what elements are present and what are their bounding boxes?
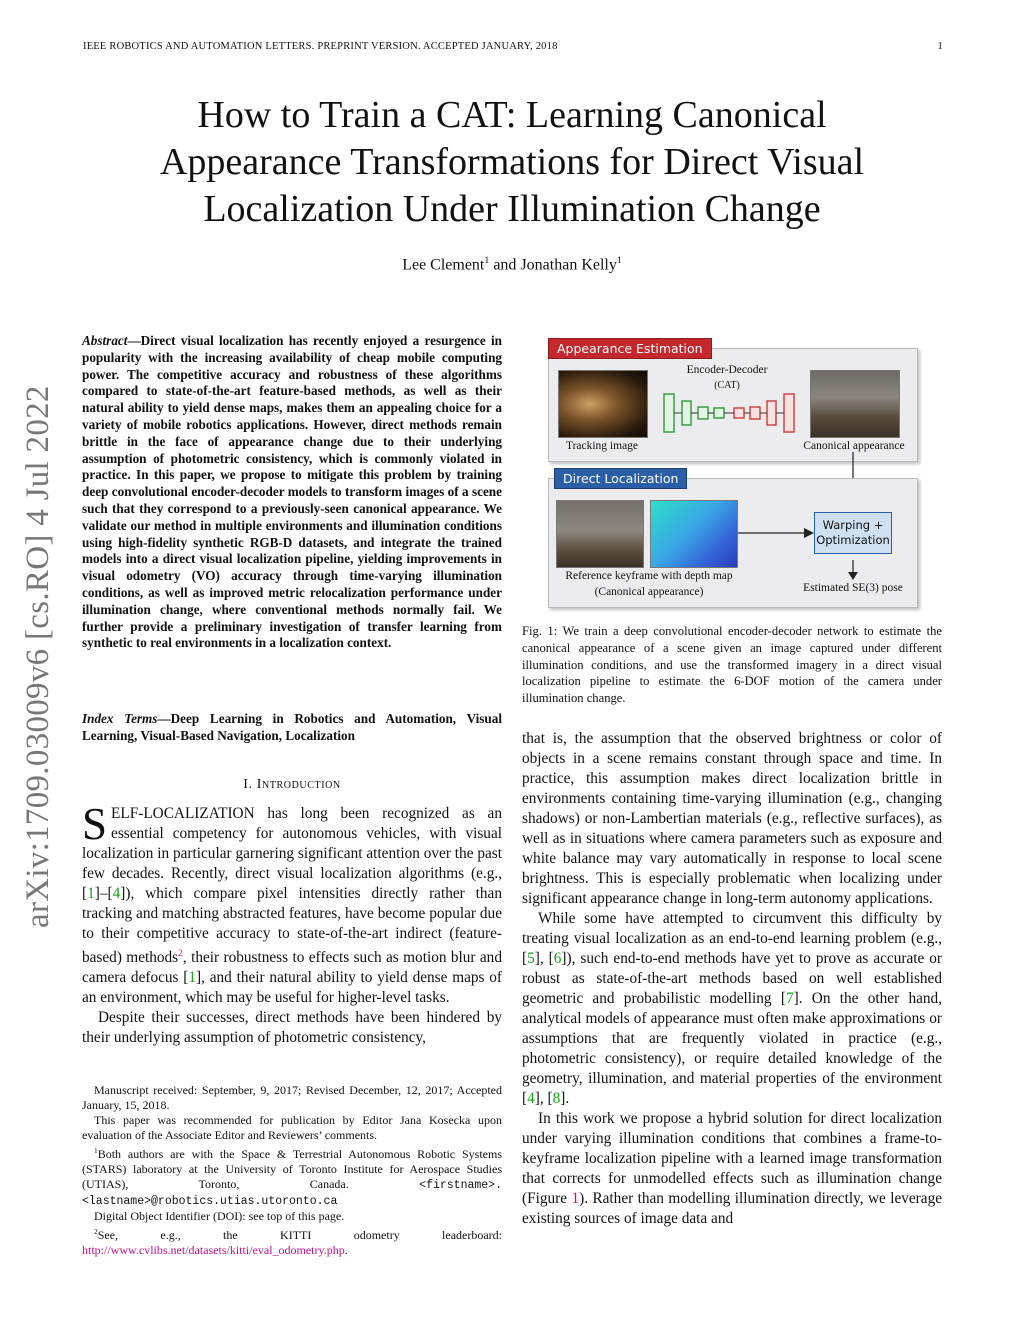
- warping-optimization-box: [814, 512, 892, 554]
- decoder-layer: [750, 407, 760, 419]
- journal-name: IEEE ROBOTICS AND AUTOMATION LETTERS. PREPRINT VERSION. ACCEPTED JANUARY, 2018: [83, 41, 558, 52]
- estimated-pose-label: Estimated SE(3) pose: [803, 582, 903, 594]
- text-run: ]–[: [94, 885, 113, 902]
- index-terms-label: Index Terms: [82, 711, 158, 726]
- encoder-layer: [664, 394, 674, 432]
- text-run: , their robustness to effects such as motion blur and camera defocus [: [82, 949, 502, 987]
- pose-arrow: [847, 560, 859, 580]
- warping-label: Warping +: [822, 518, 884, 532]
- paragraph: that is, the assumption that the observed brightness or color of objects in a scene remains constant through space and time. In practice, this assumption makes direct localization brittle in environments containing time-varying illumination (e.g., changing shadows) or non-Lambertian materials (e.g., reflective surfaces), as well as in situations where camera parameters such as exposure and white balance may vary automatically in response to local scene brightness. This is especially problematic when localizing under significant appearance change in long-term autonomy applications.: [522, 730, 942, 907]
- footnote-link[interactable]: 2: [178, 949, 183, 959]
- affiliation-marker: 1: [484, 255, 490, 266]
- tracking-image-label: Tracking image: [565, 440, 639, 452]
- footnote: Manuscript received: September, 9, 2017; Revised December, 12, 2017; Accepted January, 15, 2018.: [82, 1083, 502, 1112]
- paragraph: [522, 909, 942, 1109]
- citation-link[interactable]: 6: [553, 950, 562, 967]
- text-run: ELF-LOCALIZATION has long been recognized as an essential competency for autonomous vehicles, with visual localization in particular garnering significant attention over the past few decades. Recently, direct visual localization algorithms (e.g., [: [82, 805, 502, 902]
- footnote-text: Both authors are with the Space & Terrestrial Autonomous Robotic Systems (STARS) laboratory at the University of Toronto Institute for Aerospace Studies (UTIAS), Toronto, Canada.: [82, 1147, 502, 1191]
- footnote: This paper was recommended for publication by Editor Jana Kosecka upon evaluation of the Associate Editor and Reviewers’ comments.: [82, 1113, 502, 1142]
- footnote-marker: 2: [94, 1227, 98, 1236]
- index-terms: [82, 711, 502, 745]
- drop-cap: S: [82, 799, 108, 849]
- footnote: Digital Object Identifier (DOI): see top of this page.: [94, 1209, 345, 1223]
- canonical-appearance-label: Canonical appearance: [803, 440, 905, 452]
- section-number: I.: [243, 777, 253, 792]
- text-run: ], [: [534, 1090, 553, 1107]
- text-run: ], and their natural ability to yield dense maps of an environment, which may be useful for higher-level tasks.: [82, 969, 503, 1007]
- encoder-decoder-label: Encoder-Decoder: [686, 364, 768, 376]
- encoder-layer: [714, 408, 724, 418]
- page-number: 1: [937, 41, 943, 52]
- reference-keyframe-image: [556, 500, 644, 568]
- figure-1: [540, 334, 930, 614]
- decoder-layer: [767, 401, 776, 425]
- encoder-decoder-diagram: [662, 392, 798, 434]
- appearance-estimation-tag: Appearance Estimation: [548, 338, 712, 359]
- abstract-label: Abstract: [82, 333, 128, 348]
- right-column-text: [522, 729, 942, 1229]
- author-name: Lee Clement: [402, 256, 485, 274]
- right-arrow: [738, 527, 814, 539]
- paragraph: [82, 799, 503, 1008]
- abstract: [82, 333, 502, 652]
- canonical-appearance-note: (Canonical appearance): [594, 586, 704, 598]
- cat-label: (CAT): [714, 380, 740, 391]
- index-terms-text: —Deep Learning in Robotics and Automation, Visual Learning, Visual-Based Navigation, Localization: [82, 711, 503, 743]
- title-line: Localization Under Illumination Change: [203, 188, 821, 230]
- kitti-link[interactable]: http://www.cvlibs.net/datasets/kitti/eval_odometry.php: [82, 1243, 345, 1257]
- author-name: Jonathan Kelly: [520, 256, 617, 274]
- author-separator: and: [493, 256, 517, 274]
- text-run: .: [344, 1243, 348, 1257]
- decoder-layer: [784, 394, 794, 432]
- paragraph: [522, 1109, 942, 1229]
- running-header: [83, 41, 943, 52]
- abstract-text: —Direct visual localization has recently enjoyed a resurgence in popularity with the increasing availability of cheap mobile computing power. The competitive accuracy and robustness of these algorithms compared to state-of-the-art feature-based methods, as well as their natural ability to yield dense maps, makes them an appealing choice for a variety of mobile robotics applications. However, direct methods remain brittle in the face of appearance change due to their underlying assumption of photometric consistency, which is commonly violated in practice. In this paper, we propose to mitigate this problem by training deep convolutional encoder-decoder models to transform images of a scene such that they correspond to a previously-seen canonical appearance. We validate our method in multiple environments and illumination conditions using high-fidelity synthetic RGB-D datasets, and integrate the trained models into a direct visual localization pipeline, yielding improvements in visual odometry (VO) accuracy through time-varying illumination conditions, as well as improved metric relocalization performance under illumination change, where conventional methods normally fail. We further provide a preliminary investigation of transfer learning from synthetic to real environments in a localization context.: [82, 333, 502, 651]
- citation-link[interactable]: 4: [112, 885, 121, 902]
- footnotes: [82, 1083, 502, 1258]
- footnote-marker: 1: [94, 1146, 98, 1155]
- paper-title: [60, 92, 964, 233]
- email-address: <firstname>.<lastname>@robotics.utias.utoronto.ca: [82, 1179, 502, 1208]
- footnote: [82, 1224, 502, 1258]
- text-run: ]. On the other hand, analytical models of appearance must often make approximations or assumptions that are frequently violated in practice (e.g., photometric consistency), or require detailed knowledge of the geometry, illumination, and material properties of the environment [: [522, 990, 943, 1107]
- title-line: How to Train a CAT: Learning Canonical: [197, 94, 827, 136]
- figure-link[interactable]: 1: [571, 1190, 580, 1207]
- reference-keyframe-label: Reference keyframe with depth map: [565, 570, 733, 582]
- paragraph: Despite their successes, direct methods have been hindered by their underlying assumption of photometric consistency,: [82, 1009, 502, 1047]
- canonical-appearance-image: [810, 370, 900, 438]
- introduction-text: [82, 799, 503, 1048]
- citation-link[interactable]: 1: [188, 969, 197, 987]
- caption-label: Fig. 1:: [522, 624, 558, 638]
- section-title: Introduction: [256, 777, 341, 792]
- figure-caption: [522, 623, 942, 707]
- title-line: Appearance Transformations for Direct Visual: [159, 141, 865, 183]
- affiliation-marker: 1: [616, 255, 622, 266]
- text-run: While some have attempted to circumvent this difficulty by treating visual localization as an end-to-end learning problem (e.g., [: [522, 910, 942, 967]
- text-run: ]), which compare pixel intensities directly rather than tracking and matching abstracted features, have become popular due to their competitive accuracy to state-of-the-art indirect (feature-based) methods: [82, 885, 502, 967]
- caption-text: We train a deep convolutional encoder-decoder network to estimate the canonical appearance of a scene given an image captured under different illumination conditions, and use the transformed imagery in a direct visual localization pipeline to estimate the 6-DOF motion of the camera under illumination change.: [522, 624, 942, 706]
- arxiv-stamp: arXiv:1709.03009v6 [cs.RO] 4 Jul 2022: [20, 385, 56, 928]
- citation-link[interactable]: 5: [527, 950, 535, 967]
- section-heading: [82, 777, 502, 793]
- citation-link[interactable]: 4: [527, 1090, 535, 1107]
- text-run: ].: [560, 1090, 570, 1107]
- citation-link[interactable]: 7: [785, 990, 794, 1007]
- encoder-layer: [698, 407, 708, 419]
- optimization-label: Optimization: [816, 533, 890, 547]
- decoder-layer: [734, 408, 744, 418]
- author-list: [60, 255, 964, 274]
- direct-localization-tag: Direct Localization: [554, 468, 687, 489]
- footnote: [82, 1143, 502, 1209]
- tracking-image: [558, 370, 648, 438]
- text-run: ). Rather than modelling illumination directly, we leverage existing sources of image data and: [522, 1190, 943, 1227]
- depth-map-image: [650, 500, 738, 568]
- encoder-layer: [682, 401, 691, 425]
- citation-link[interactable]: 8: [552, 1090, 561, 1107]
- text-run: In this work we propose a hybrid solution for direct localization under varying illumination conditions that combines a frame-to-keyframe localization pipeline with a learned image transformation that corrects for unmodelled effects such as illumination change (Figure: [522, 1110, 942, 1207]
- text-run: ]), such end-to-end methods have yet to prove as accurate or robust as state-of-the-art methods based on well established geometric and probabilistic modelling [: [522, 950, 942, 1007]
- footnote-text: See, e.g., the KITTI odometry leaderboard:: [97, 1228, 502, 1242]
- citation-link[interactable]: 1: [87, 885, 95, 902]
- text-run: ], [: [534, 950, 554, 967]
